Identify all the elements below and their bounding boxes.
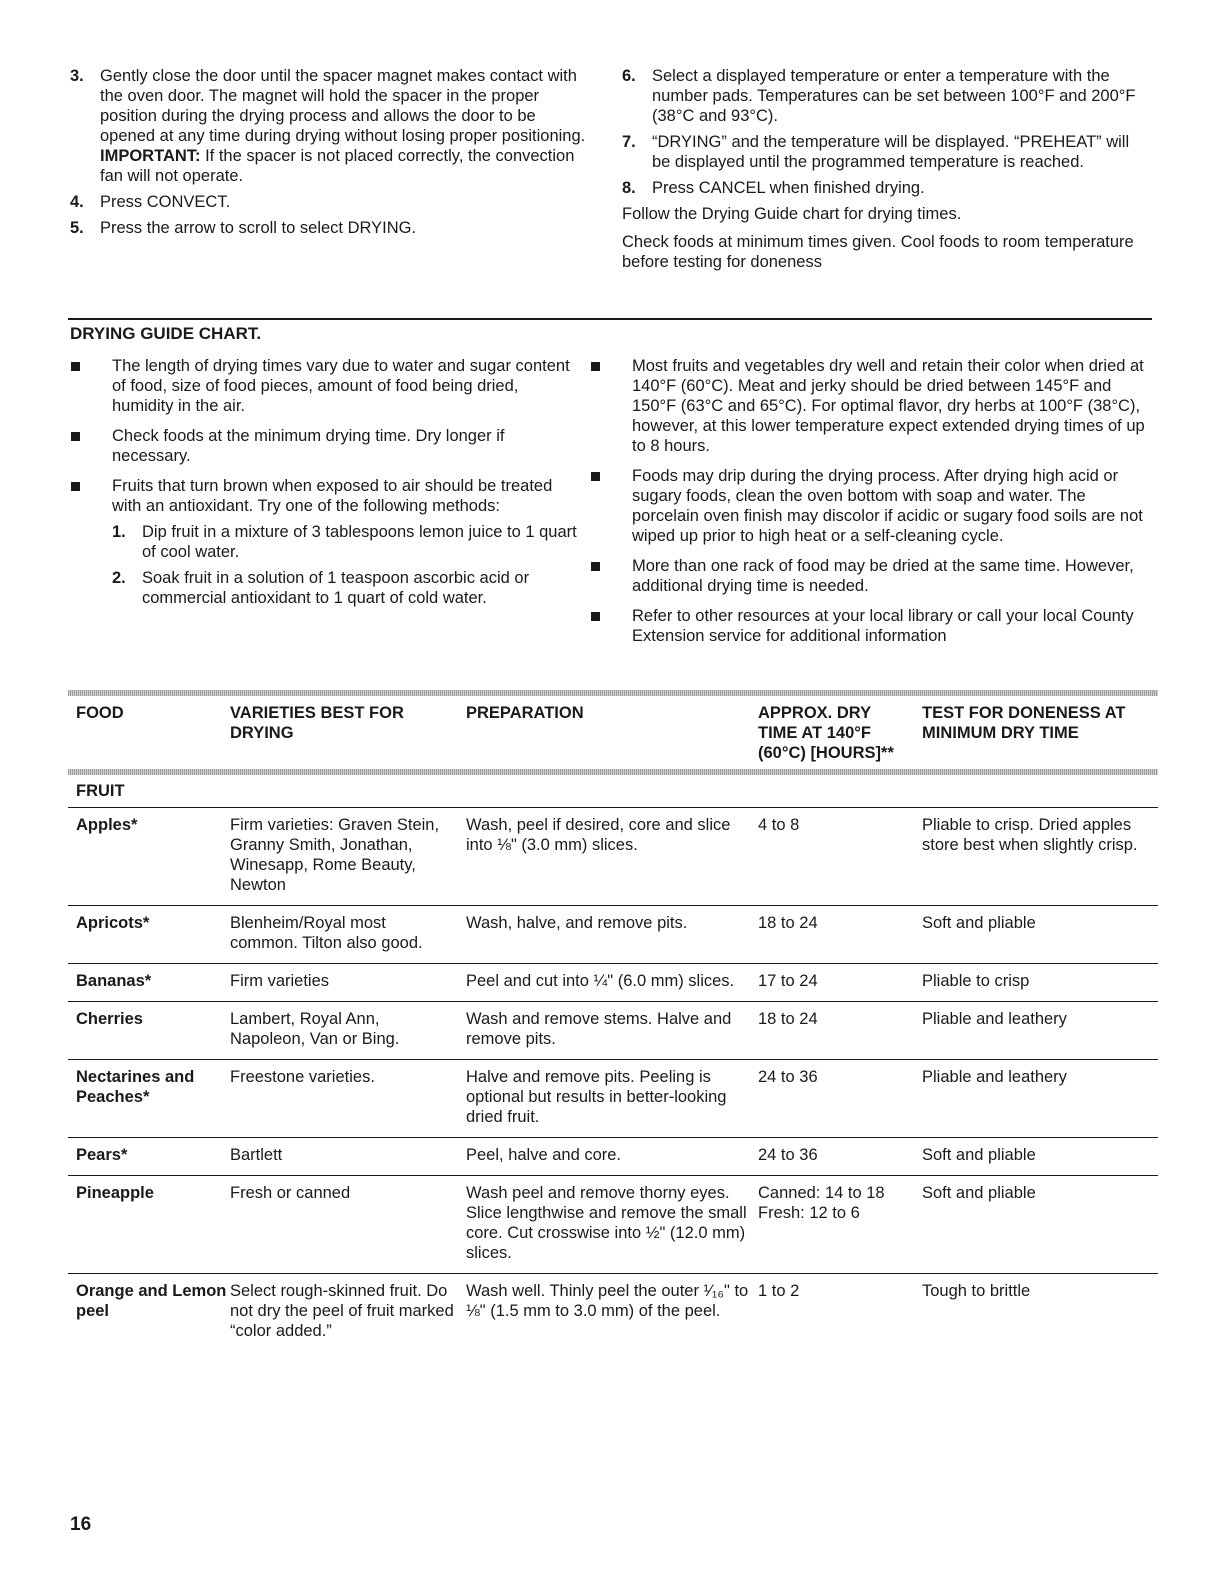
- step-text: Press CANCEL when finished drying.: [652, 179, 925, 197]
- varieties-cell: Lambert, Royal Ann, Napoleon, Van or Bing.: [230, 1010, 400, 1048]
- table-row: [68, 1176, 1158, 1274]
- step-7: [622, 132, 1152, 172]
- bullet-item: [588, 466, 1150, 546]
- bullet-square-icon: [71, 482, 80, 491]
- header-preparation: PREPARATION: [466, 704, 584, 722]
- varieties-cell: Fresh or canned: [230, 1184, 351, 1202]
- step-8: [622, 178, 1152, 198]
- step-number: 3.: [70, 67, 84, 85]
- bullet-square-icon: [591, 362, 600, 371]
- bullet-item: [68, 476, 584, 608]
- bullet-square-icon: [71, 362, 80, 371]
- bullet-text: Fruits that turn brown when exposed to air should be treated with an antioxidant. Try one of the following methods:: [112, 477, 553, 515]
- bullet-item: [588, 556, 1150, 596]
- bullet-item: [588, 606, 1150, 646]
- doneness-cell: Soft and pliable: [922, 1146, 1036, 1164]
- dry-time-cell: 1 to 2: [758, 1282, 800, 1300]
- preparation-cell: Peel and cut into ¼" (6.0 mm) slices.: [466, 972, 735, 990]
- dry-time-cell: Canned: 14 to 18 Fresh: 12 to 6: [758, 1184, 885, 1222]
- header-varieties: VARIETIES BEST FOR DRYING: [230, 704, 404, 742]
- dry-time-cell: 18 to 24: [758, 1010, 818, 1028]
- preparation-cell: Wash well. Thinly peel the outer ¹⁄₁₆" to ⅛" (1.5 mm to 3.0 mm) of the peel.: [466, 1282, 749, 1320]
- check-foods-note: Check foods at minimum times given. Cool foods to room temperature before testing for doneness: [622, 233, 1134, 271]
- bullet-text: More than one rack of food may be dried at the same time. However, additional drying time is needed.: [632, 557, 1134, 595]
- header-doneness-test: TEST FOR DONENESS AT MINIMUM DRY TIME: [922, 704, 1126, 742]
- food-cell: Pears*: [76, 1146, 128, 1164]
- dry-time-cell: 24 to 36: [758, 1146, 818, 1164]
- step-3: [70, 66, 590, 186]
- important-text: If the spacer is not placed correctly, the convection fan will not operate.: [100, 147, 575, 185]
- steps-list-right: [622, 66, 1152, 198]
- step-number: 4.: [70, 193, 84, 211]
- food-cell: Bananas*: [76, 972, 152, 990]
- step-number: 6.: [622, 67, 636, 85]
- header-dry-time: APPROX. DRY TIME AT 140°F (60°C) [HOURS]**: [758, 704, 894, 762]
- step-text: Press the arrow to scroll to select DRYING.: [100, 219, 417, 237]
- table-row: [68, 964, 1158, 1002]
- method-item: [112, 568, 584, 608]
- table-category-row: [68, 775, 1158, 808]
- bullets-left-column: [68, 356, 584, 618]
- step-text: Select a displayed temperature or enter a temperature with the number pads. Temperatures can be set between 100°F and 200°F (38°C and 93°C).: [652, 67, 1136, 125]
- bullet-item: [68, 356, 584, 416]
- food-cell: Apples*: [76, 816, 138, 834]
- step-number: 5.: [70, 219, 84, 237]
- preparation-cell: Wash peel and remove thorny eyes. Slice lengthwise and remove the small core. Cut crosswise into ½" (12.0 mm) slices.: [466, 1184, 747, 1262]
- bullet-text: Refer to other resources at your local library or call your local County Extension service for additional information: [632, 607, 1134, 645]
- varieties-cell: Firm varieties: [230, 972, 330, 990]
- preparation-cell: Peel, halve and core.: [466, 1146, 622, 1164]
- step-4: [70, 192, 590, 212]
- drying-guide-table: [68, 690, 1158, 1351]
- varieties-cell: Firm varieties: Graven Stein, Granny Smith, Jonathan, Winesapp, Rome Beauty, Newton: [230, 816, 440, 894]
- antioxidant-methods-list: [112, 522, 584, 608]
- dry-time-cell: 18 to 24: [758, 914, 818, 932]
- table-row: [68, 1060, 1158, 1138]
- doneness-cell: Pliable to crisp. Dried apples store best when slightly crisp.: [922, 816, 1138, 854]
- method-item: [112, 522, 584, 562]
- page-number: 16: [70, 1514, 92, 1535]
- bullet-text: Check foods at the minimum drying time. Dry longer if necessary.: [112, 427, 505, 465]
- important-label: IMPORTANT:: [100, 147, 201, 165]
- instructions-left-column: [70, 66, 590, 244]
- category-label: FRUIT: [76, 782, 125, 800]
- doneness-cell: Soft and pliable: [922, 1184, 1036, 1202]
- preparation-cell: Wash, peel if desired, core and slice into ⅛" (3.0 mm) slices.: [466, 816, 731, 854]
- varieties-cell: Blenheim/Royal most common. Tilton also good.: [230, 914, 423, 952]
- doneness-cell: Tough to brittle: [922, 1282, 1031, 1300]
- bullet-list-left: [68, 356, 584, 608]
- step-number: 8.: [622, 179, 636, 197]
- varieties-cell: Freestone varieties.: [230, 1068, 375, 1086]
- important-note: [100, 146, 590, 186]
- steps-list-left: [70, 66, 590, 238]
- table-row: [68, 906, 1158, 964]
- doneness-cell: Soft and pliable: [922, 914, 1036, 932]
- bullet-list-right: [588, 356, 1150, 646]
- bullet-text: Most fruits and vegetables dry well and retain their color when dried at 140°F (60°C). Meat and jerky should be dried between 145°F and 150°F (63°C and 65°C). For optimal flavor, dry herbs at 100°F (38°C), however, at this lower temperature expect extended drying times of up to 8 hours.: [632, 357, 1145, 455]
- food-cell: Orange and Lemon peel: [76, 1282, 227, 1320]
- table-row: [68, 1138, 1158, 1176]
- dry-time-cell: 17 to 24: [758, 972, 818, 990]
- step-5: [70, 218, 590, 238]
- food-cell: Nectarines and Peaches*: [76, 1068, 195, 1106]
- section-title: DRYING GUIDE CHART.: [70, 324, 262, 343]
- table-row: [68, 808, 1158, 906]
- table-header-row: [68, 696, 1158, 769]
- method-number: 1.: [112, 523, 126, 541]
- bullet-item: [68, 426, 584, 466]
- preparation-cell: Wash and remove stems. Halve and remove pits.: [466, 1010, 732, 1048]
- step-number: 7.: [622, 133, 636, 151]
- step-text: Gently close the door until the spacer magnet makes contact with the oven door. The magnet will hold the spacer in the proper position during the drying process and allows the door to be opened at any time during drying without losing proper positioning.: [100, 67, 586, 145]
- food-cell: Cherries: [76, 1010, 143, 1028]
- section-divider: [68, 318, 1152, 320]
- step-text: Press CONVECT.: [100, 193, 231, 211]
- drying-guide-reference: Follow the Drying Guide chart for drying times.: [622, 205, 962, 223]
- bullet-square-icon: [71, 432, 80, 441]
- method-text: Soak fruit in a solution of 1 teaspoon ascorbic acid or commercial antioxidant to 1 quart of cold water.: [142, 569, 530, 607]
- bullet-text: The length of drying times vary due to water and sugar content of food, size of food pieces, amount of food being dried, humidity in the air.: [112, 357, 570, 415]
- doneness-cell: Pliable and leathery: [922, 1068, 1067, 1086]
- table-row: [68, 1274, 1158, 1351]
- table-row: [68, 1002, 1158, 1060]
- doneness-cell: Pliable and leathery: [922, 1010, 1067, 1028]
- varieties-cell: Bartlett: [230, 1146, 283, 1164]
- food-cell: Pineapple: [76, 1184, 154, 1202]
- food-cell: Apricots*: [76, 914, 150, 932]
- doneness-cell: Pliable to crisp: [922, 972, 1030, 990]
- varieties-cell: Select rough-skinned fruit. Do not dry the peel of fruit marked “color added.”: [230, 1282, 454, 1340]
- step-6: [622, 66, 1152, 126]
- instructions-right-column: [622, 66, 1152, 280]
- dry-time-cell: 4 to 8: [758, 816, 800, 834]
- dry-time-cell: 24 to 36: [758, 1068, 818, 1086]
- method-text: Dip fruit in a mixture of 3 tablespoons lemon juice to 1 quart of cool water.: [142, 523, 577, 561]
- bullet-text: Foods may drip during the drying process. After drying high acid or sugary foods, clean the oven bottom with soap and water. The porcelain oven finish may discolor if acidic or sugary food soils are not wiped up prior to high heat or a self-cleaning cycle.: [632, 467, 1143, 545]
- step-text: “DRYING” and the temperature will be displayed. “PREHEAT” will be displayed until the programmed temperature is reached.: [652, 133, 1130, 171]
- bullet-square-icon: [591, 562, 600, 571]
- bullet-square-icon: [591, 472, 600, 481]
- bullet-item: [588, 356, 1150, 456]
- header-food: FOOD: [76, 704, 124, 722]
- bullet-square-icon: [591, 612, 600, 621]
- bullets-right-column: [588, 356, 1150, 656]
- preparation-cell: Wash, halve, and remove pits.: [466, 914, 688, 932]
- preparation-cell: Halve and remove pits. Peeling is optional but results in better-looking dried fruit.: [466, 1068, 727, 1126]
- method-number: 2.: [112, 569, 126, 587]
